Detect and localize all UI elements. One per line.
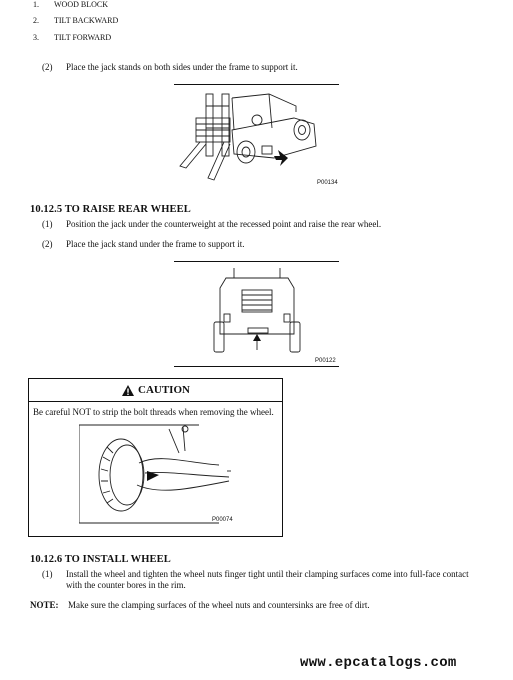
figure-label: P00122 (315, 358, 336, 364)
figure-top-rule (174, 261, 339, 262)
note-label: NOTE: (30, 600, 59, 610)
list-number: 3. (33, 33, 39, 42)
step-number: (1) (42, 219, 53, 229)
caution-text: Be careful NOT to strip the bolt threads when removing the wheel. (33, 407, 274, 417)
list-item-1 (33, 0, 108, 9)
step-text: Place the jack stands on both sides under the frame to support it. (66, 62, 298, 72)
step-text: Place the jack stand under the frame to support it. (66, 239, 245, 249)
section-heading-install-wheel: 10.12.6 TO INSTALL WHEEL (30, 554, 171, 565)
figure-label: P00134 (317, 180, 338, 186)
note (30, 600, 370, 611)
caution-title: CAUTION (138, 384, 190, 396)
step-jack-stands (42, 62, 298, 73)
step-number: (2) (42, 239, 53, 249)
figure-top-rule (174, 84, 339, 85)
figure-label: P00074 (212, 517, 233, 523)
caution-header (29, 379, 282, 402)
list-number: 2. (33, 16, 39, 25)
list-text: TILT BACKWARD (54, 16, 119, 25)
arrow-icon (274, 150, 288, 166)
list-item-3 (33, 33, 112, 42)
list-number: 1. (33, 0, 39, 9)
note-text: Make sure the clamping surfaces of the wheel nuts and countersinks are free of dirt. (68, 600, 370, 610)
install-step-text (66, 569, 486, 591)
warning-triangle-icon (121, 384, 135, 397)
step-number: (1) (42, 569, 53, 579)
step-text: Position the jack under the counterweight at the recessed point and raise the rear wheel. (66, 219, 382, 229)
step-2 (42, 239, 245, 250)
forklift-rear-illustration (174, 264, 339, 364)
step-1 (42, 219, 382, 230)
list-text: TILT FORWARD (54, 33, 112, 42)
caution-box (28, 378, 283, 537)
forklift-front-illustration (174, 88, 339, 188)
step-text-line: with the counter bores in the rim. (66, 580, 186, 590)
step-text-line: Install the wheel and tighten the wheel nuts finger tight until their clamping surfaces come into full-face contact (66, 569, 469, 579)
arrow-up-icon (253, 334, 261, 341)
list-text: WOOD BLOCK (54, 0, 108, 9)
wheel-removal-illustration (79, 423, 269, 533)
step-1 (42, 569, 53, 580)
watermark: www.epcatalogs.com (300, 655, 457, 671)
step-number: (2) (42, 62, 53, 72)
section-heading-rear-wheel: 10.12.5 TO RAISE REAR WHEEL (30, 204, 191, 215)
figure-bottom-rule (174, 366, 339, 367)
list-item-2 (33, 16, 119, 25)
